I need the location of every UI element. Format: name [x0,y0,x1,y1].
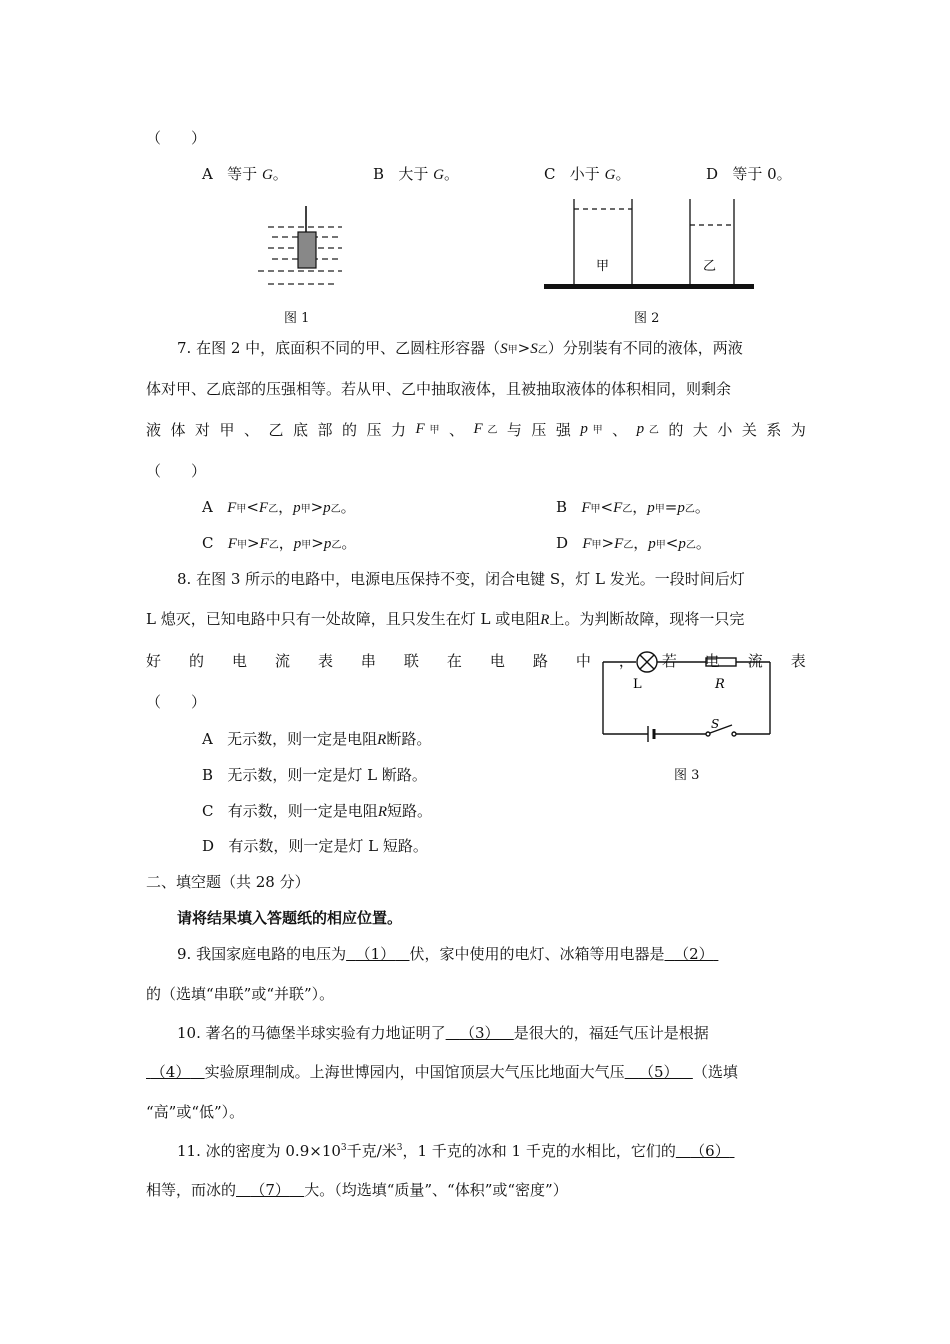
blank-2: （2） [674,945,714,963]
figure-3-circuit [598,646,778,746]
q8-answer-paren: （ ） [146,693,207,711]
blank-3: （3） [459,1024,500,1042]
q8-line-1: 8. 在图 3 所示的电路中，电源电压保持不变，闭合电键 S，灯 L 发光。一段时间后灯 [177,570,745,588]
q7-line-1: 7. 在图 2 中，底面积不同的甲、乙圆柱形容器（S甲>S乙）分别装有不同的液体，两液 [177,339,743,357]
blank-7: （7） [250,1181,290,1199]
q8-option-b: B 无示数，则一定是灯 L 断路。 [202,766,427,784]
q10-line-2: （4） 实验原理制成。上海世博园内，中国馆顶层大气压比地面大气压 （5） （选填 [146,1061,738,1082]
q10-line-3: “高”或“低”）。 [146,1103,245,1121]
figure-2-caption: 图 2 [634,311,660,326]
blank-1: （1） [355,945,396,963]
figure-1 [250,200,350,300]
q7-option-a: A F甲<F乙，p甲>p乙。 [202,498,356,516]
q6-option-d: D 等于 0。 [706,165,792,183]
q11-line-1: 11. 冰的密度为 $0.9\times 10^3$千克/米$^3$，1 千克的冰和 1 千克的水相比，它们的 （6） [177,1140,734,1161]
q7-answer-paren: （ ） [146,462,207,480]
q7-option-c: C F甲>F乙，p甲>p乙。 [202,534,357,552]
figure-2-label-jia: 甲 [596,259,610,274]
section-2-title: 二、填空题（共 28 分） [146,873,310,891]
figure-1-caption: 图 1 [284,311,310,326]
blank-4: （4） [150,1063,191,1081]
section-2-instruction: 请将结果填入答题纸的相应位置。 [177,909,403,927]
resistor-icon [706,658,736,666]
figure-3-label-switch: S [711,717,720,731]
figure-3-caption: 图 3 [674,768,700,783]
q10-line-1: 10. 著名的马德堡半球实验有力地证明了 （3） 是很大的，福廷气压计是根据 [177,1024,709,1042]
q9-line-2: 的（选填“串联”或“并联”）。 [146,985,335,1003]
q6-option-a: A 等于 G。 [202,165,288,183]
q8-option-a: A 无示数，则一定是电阻R断路。 [202,730,432,748]
blank-5: （5） [638,1063,679,1081]
q8-line-2: L 熄灭，已知电路中只有一处故障，且只发生在灯 L 或电阻R上。为判断故障，现将一只完 [146,610,745,628]
figure-3-label-lamp: L [633,677,642,692]
q8-option-c: C 有示数，则一定是电阻R短路。 [202,802,432,820]
q8-option-d: D 有示数，则一定是灯 L 短路。 [202,837,428,855]
q6-option-b: B 大于 G。 [373,165,459,183]
q6-answer-paren: （ ） [146,129,207,147]
q8-line-3: 好 的 电 流 表 串 联 在 电 路 中 ， 若 电 流 表 [146,652,806,670]
figure-2-label-yi: 乙 [703,259,717,274]
q7-line-3: 液 体 对 甲 、 乙 底 部 的 压 力 F 甲 、 F 乙 与 压 强 p 甲 、 p 乙 的 大 小 关 系 为 [146,421,806,439]
q11-line-2: 相等，而冰的 （7） 大。（均选填“质量”、“体积”或“密度”） [146,1181,568,1199]
q7-option-d: D F甲>F乙，p甲<p乙。 [556,534,711,552]
figure-2 [540,195,760,295]
blank-6: （6） [690,1142,730,1160]
q9-line-1: 9. 我国家庭电路的电压为 （1） 伏，家中使用的电灯、冰箱等用电器是 （2） [177,943,718,964]
q7-option-b: B F甲<F乙，p甲=p乙。 [556,498,710,516]
q7-line-2: 体对甲、乙底部的压强相等。若从甲、乙中抽取液体，且被抽取液体的体积相同，则剩余 [146,380,732,398]
q6-option-c: C 小于 G。 [544,165,631,183]
figure-3-label-resistor: R [715,677,725,692]
